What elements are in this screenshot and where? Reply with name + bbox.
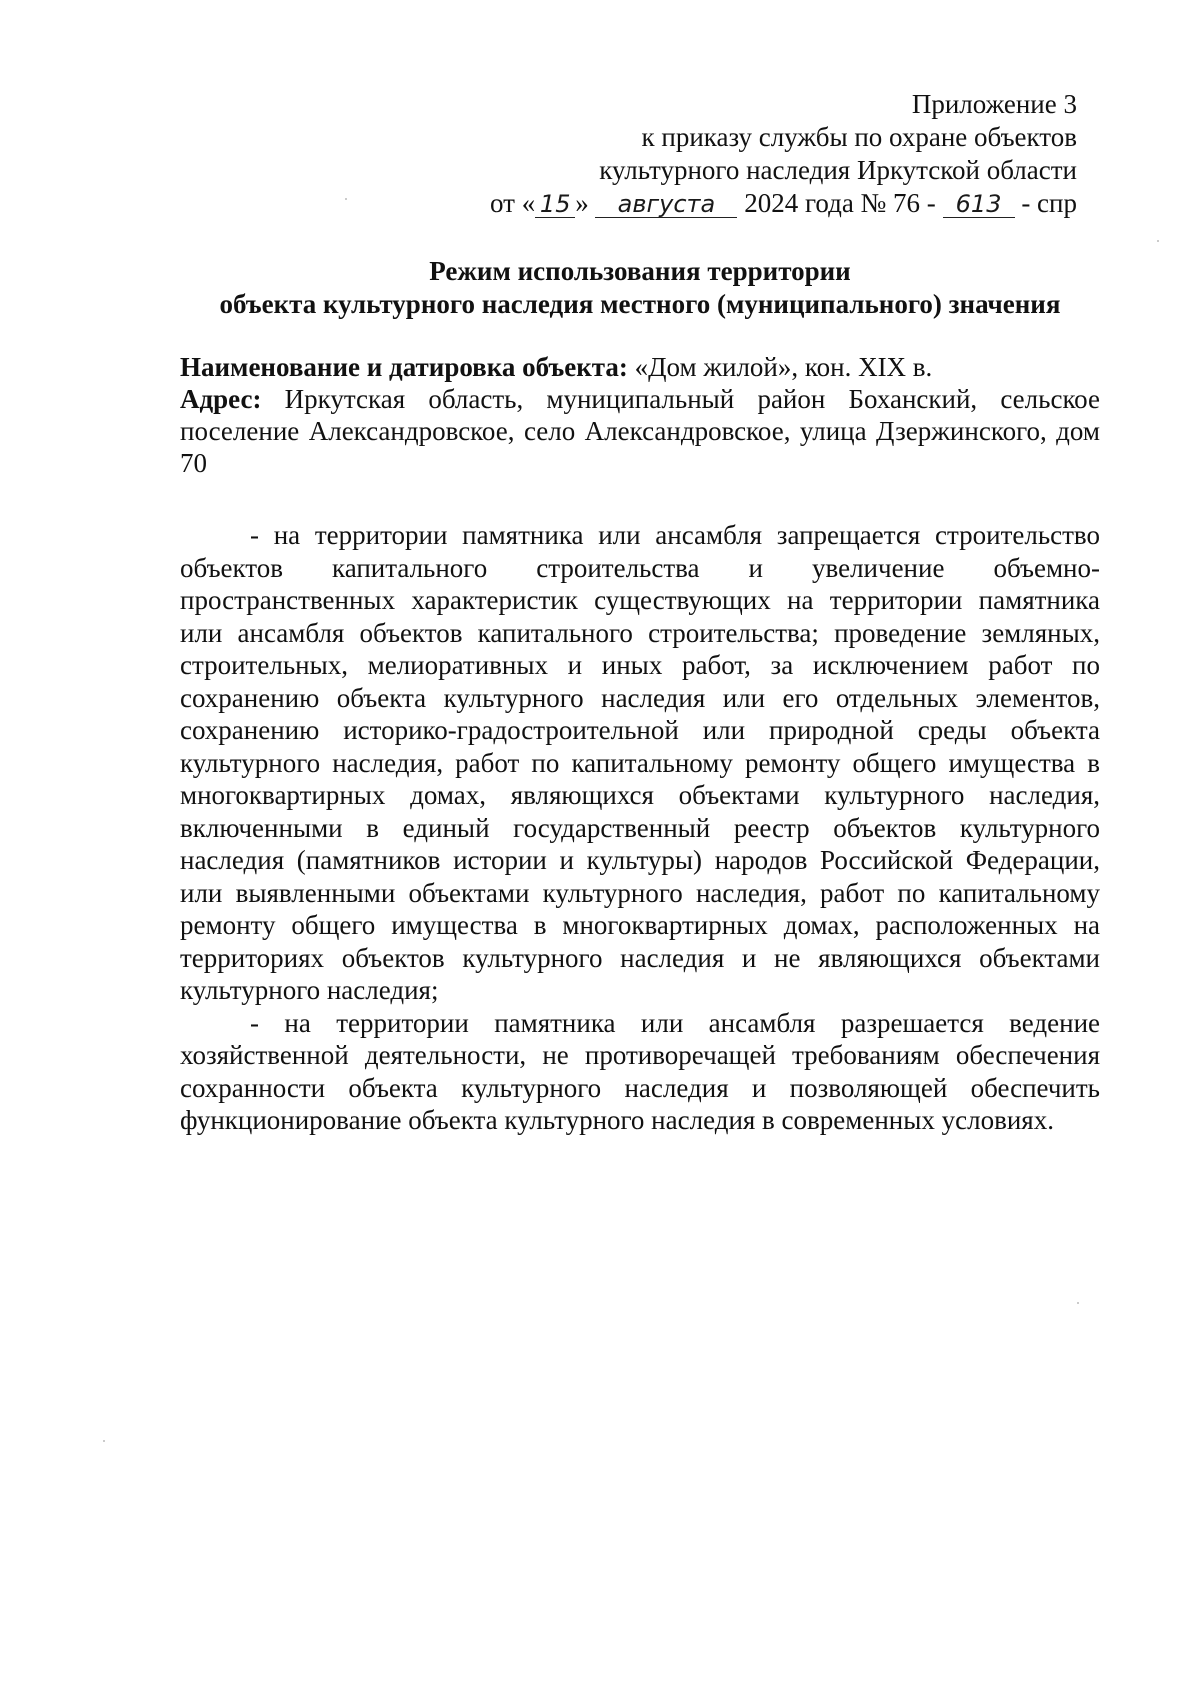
object-info (180, 351, 1100, 479)
scan-speck (345, 198, 347, 200)
issuing-authority-line: культурного наследия Иркутской области (599, 155, 1077, 185)
scan-speck (1157, 240, 1159, 242)
scan-speck (1077, 1302, 1079, 1304)
date-mid: » (575, 188, 589, 218)
object-address-row (180, 383, 1100, 479)
handwritten-order-number: 613 (943, 191, 1015, 218)
appendix-header (490, 88, 1077, 220)
usage-regime-text (180, 519, 1100, 1137)
year-and-number-prefix: 2024 года № 76 - (744, 188, 936, 218)
handwritten-day: 15 (535, 191, 575, 218)
title-line-2: объекта культурного наследия местного (муниципального) значения (219, 289, 1061, 319)
title-line-1: Режим использования территории (429, 256, 851, 286)
document-title (180, 255, 1100, 321)
order-suffix: - спр (1021, 188, 1077, 218)
appendix-number: Приложение 3 (911, 89, 1077, 119)
permission-paragraph: - на территории памятника или ансамбля разрешается ведение хозяйственной деятельности, не противоречащей требованиям обеспечения сохранности объекта культурного наследия и позволяющей обеспечить функционирование объекта культурного наследия в современных условиях. (180, 1007, 1100, 1135)
object-name-value: «Дом жилой», кон. XIX в. (634, 352, 933, 382)
handwritten-month: августа (595, 191, 737, 218)
scan-speck (103, 1440, 105, 1442)
object-address-value: Иркутская область, муниципальный район Боханский, сельское поселение Александровское, село Александровское, улица Дзержинского, дом 70 (180, 384, 1100, 478)
order-reference-line: к приказу службы по охране объектов (641, 122, 1077, 152)
object-name-label: Наименование и датировка объекта: (180, 352, 628, 382)
order-date-line (490, 187, 1077, 220)
prohibition-paragraph: - на территории памятника или ансамбля запрещается строительство объектов капитального строительства и увеличение объемно-пространственных характеристик существующих на территории памятника или ансамбля объектов капитального строительства; проведение земляных, строительных, мелиоративных и иных работ, за исключением работ по сохранению объекта культурного наследия или его отдельных элементов, сохранению историко-градостроительной или природной среды объекта культурного наследия, работ по капитальному ремонту общего имущества в многоквартирных домах, являющихся объектами культурного наследия, включенными в единый государственный реестр объектов культурного наследия (памятников истории и культуры) народов Российской Федерации, или выявленными объектами культурного наследия, работ по капитальному ремонту общего имущества в многоквартирных домах, расположенных на территориях объектов культурного наследия и не являющихся объектами культурного наследия; (180, 520, 1100, 1005)
object-address-label: Адрес: (180, 384, 262, 414)
object-name-row (180, 351, 1100, 383)
date-prefix: от « (490, 188, 536, 218)
